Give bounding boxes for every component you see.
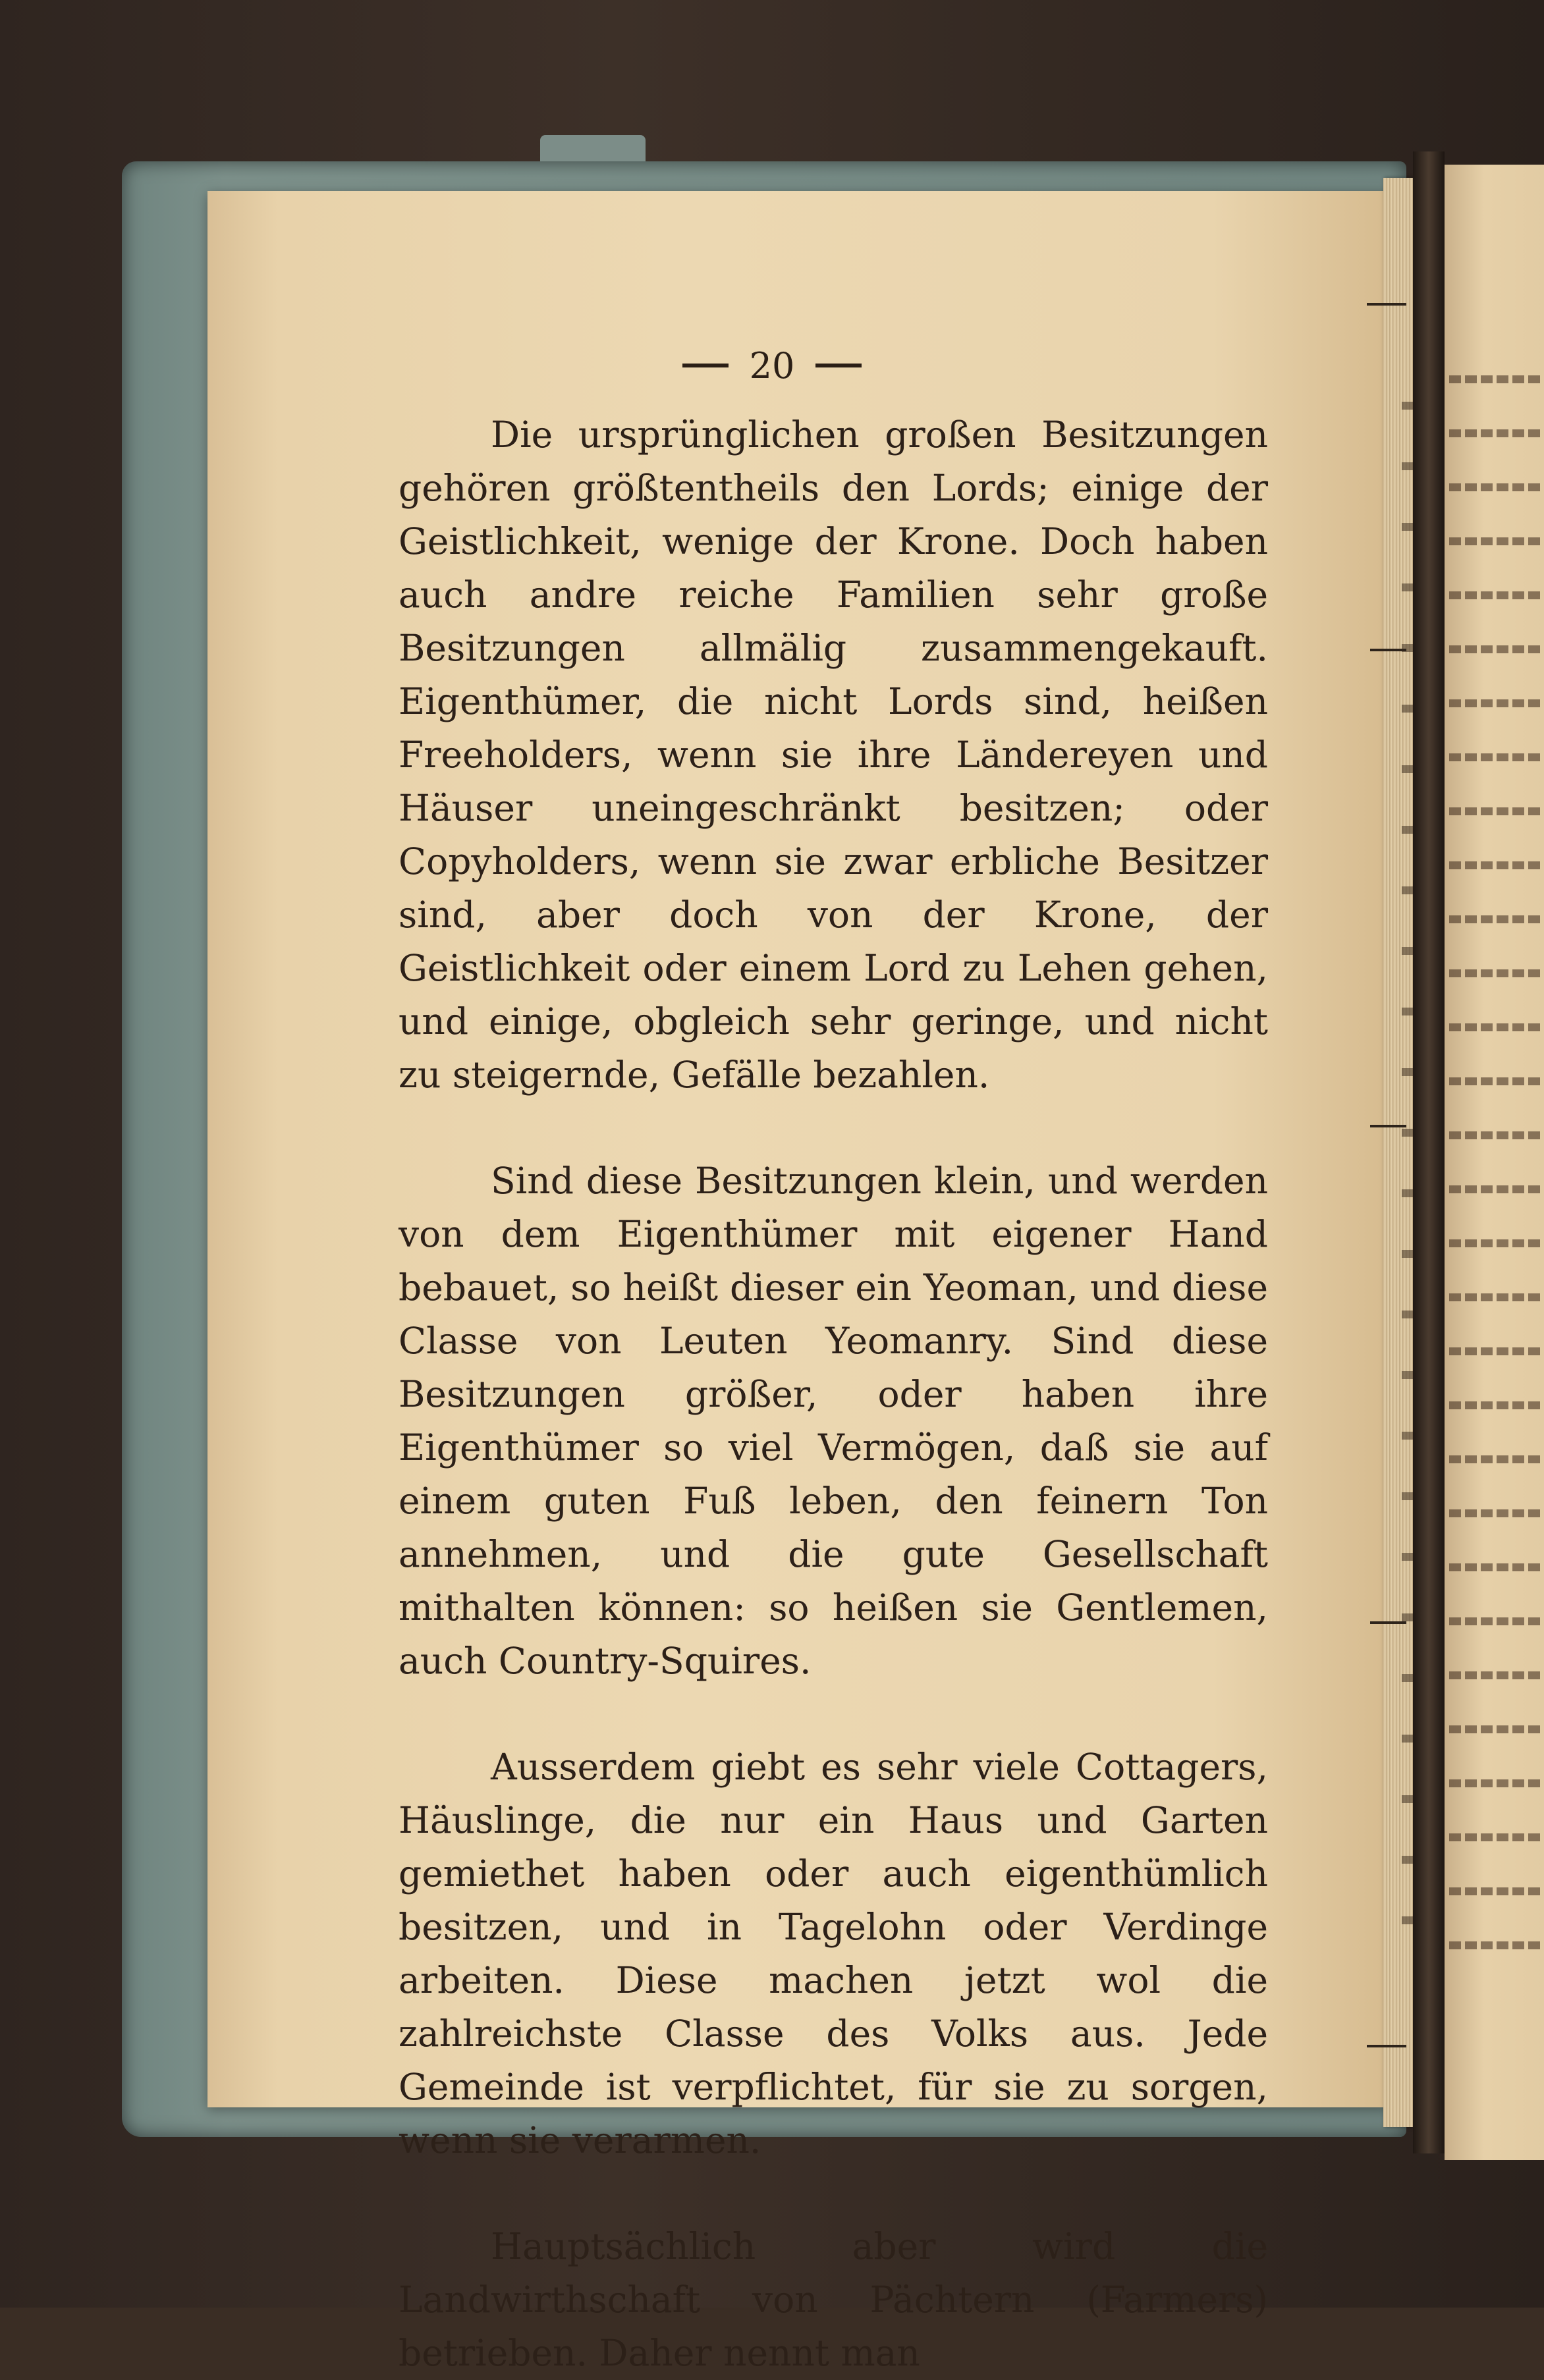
binding-thread	[1370, 649, 1406, 651]
page-body	[399, 408, 1268, 2380]
paragraph: Sind diese Besitzungen klein, und werden von dem Eigenthümer mit eigener Hand bebauet, so heißt dieser ein Yeoman, und diese Classe von Leuten Yeomanry. Sind diese Besitzungen größer, oder haben ihre Eigenthümer so viel Vermögen, daß sie auf einem guten Fuß leben, den feinern Ton annehmen, und die gute Gesellschaft mithalten können: so heißen sie Gentlemen, auch Country-Squires.	[399, 1160, 1268, 1682]
book-gutter	[1413, 151, 1445, 2153]
binding-thread	[1367, 2045, 1406, 2047]
binding-thread	[1367, 303, 1406, 306]
binding-thread	[1370, 1621, 1406, 1624]
page-header	[0, 339, 1544, 392]
paragraph: Hauptsächlich aber wird die Landwirthschaft von Pächtern (Farmers) betrieben. Daher nennt man	[399, 2225, 1268, 2374]
page-number: 20	[749, 344, 795, 387]
paragraph: Ausserdem giebt es sehr viele Cottagers, Häuslinge, die nur ein Haus und Garten gemiethet haben oder auch eigenthümlich besitzen, und in Tagelohn oder Verdinge arbeiten. Diese machen jetzt wol die zahlreichste Classe des Volks aus. Jede Gemeinde ist verpflichtet, für sie zu sorgen, wenn sie verarmen.	[399, 1746, 1268, 2161]
header-dash-left	[682, 364, 729, 367]
binding-thread	[1370, 1125, 1406, 1127]
paragraph: Die ursprünglichen großen Besitzungen gehören größtentheils den Lords; einige der Geistlichkeit, wenige der Krone. Doch haben auch andre reiche Familien sehr große Besitzungen allmälig zusammengekauft. Eigenthümer, die nicht Lords sind, heißen Freeholders, wenn sie ihre Ländereyen und Häuser uneingeschränkt besitzen; oder Copyholders, wenn sie zwar erbliche Besitzer sind, aber doch von der Krone, der Geistlichkeit oder einem Lord zu Lehen gehen, und einige, obgleich sehr geringe, und nicht zu steigernde, Gefälle bezahlen.	[399, 414, 1268, 1096]
header-dash-right	[815, 364, 862, 367]
facing-page-text-fragment	[1449, 349, 1541, 1982]
